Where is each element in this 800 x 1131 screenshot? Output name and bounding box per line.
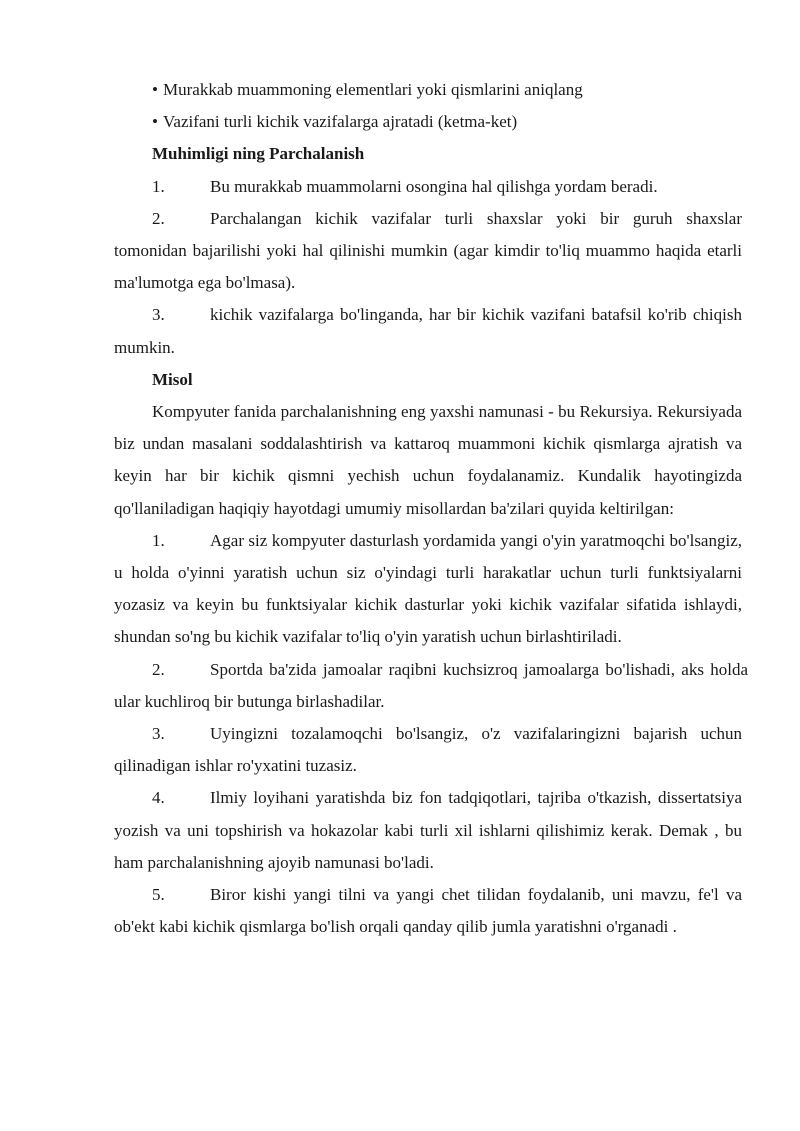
list-item	[114, 203, 742, 300]
bullet-text: Murakkab muammoning elementlari yoki qismlarini aniqlang	[163, 80, 583, 99]
list-number: 3.	[152, 724, 165, 744]
bullet-icon: •	[152, 112, 158, 132]
list-item	[114, 718, 742, 782]
list-item	[114, 299, 742, 363]
bullet-icon: •	[152, 80, 158, 99]
list-text: Bu murakkab muammolarni osongina hal qilishga yordam beradi.	[210, 176, 658, 196]
section-heading: Muhimligi ning Parchalanish	[152, 144, 365, 164]
list-text: Ilmiy loyihani yaratishda biz fon tadqiqotlari, tajriba o'tkazish, dissertatsiya yozish va uni topshirish va hokazolar kabi turli xil ishlarni qilishimiz kerak. Demak , bu ham parchalanishning ajoyib namunasi bo'ladi.	[114, 788, 742, 872]
bullet-text: Vazifani turli kichik vazifalarga ajratadi (ketma-ket)	[163, 112, 518, 132]
list-text: Biror kishi yangi tilni va yangi chet tilidan foydalanib, uni mavzu, fe'l va ob'ekt kabi kichik qismlarga bo'lish orqali qanday qilib jumla yaratishni o'rganadi .	[114, 885, 742, 937]
list-text: Sportda ba'zida jamoalar raqibni kuchsizroq jamoalarga bo'lishadi, aks holda ular kuchliroq bir butunga birlashadilar.	[114, 659, 748, 711]
list-text: kichik vazifalarga bo'linganda, har bir kichik vazifani batafsil ko'rib chiqish mumkin.	[114, 305, 742, 357]
list-number: 1.	[152, 530, 165, 550]
document-page	[114, 74, 748, 943]
list-text: Agar siz kompyuter dasturlash yordamida yangi o'yin yaratmoqchi bo'lsangiz, u holda o'yinni yaratish uchun siz o'yindagi turli harakatlar uchun turli funktsiyalarni yozasiz va keyin bu funktsiyalar kichik dasturlar yoki kichik vazifalar sifatida ishlaydi, shundan so'ng bu kichik vazifalar to'liq o'yin yaratish uchun birlashtiriladi.	[114, 530, 742, 647]
list-item	[114, 879, 742, 943]
list-text: Uyingizni tozalamoqchi bo'lsangiz, o'z vazifalaringizni bajarish uchun qilinadigan ishlar ro'yxatini tuzasiz.	[114, 724, 742, 776]
list-number: 4.	[152, 788, 165, 808]
section-heading: Misol	[152, 369, 193, 389]
list-number: 3.	[152, 305, 165, 325]
list-text: Parchalangan kichik vazifalar turli shaxslar yoki bir guruh shaxslar tomonidan bajarilishi yoki hal qilinishi mumkin (agar kimdir to'liq muammo haqida etarli ma'lumotga ega bo'lmasa).	[114, 208, 742, 293]
list-number: 5.	[152, 885, 165, 905]
bullet-item	[114, 106, 742, 138]
intro-paragraph: Kompyuter fanida parchalanishning eng yaxshi namunasi - bu Rekursiya. Rekursiyada biz undan masalani soddalashtirish va kattaroq muammoni kichik qismlarga ajratish va keyin har bir kichik qismni yechish uchun foydalanamiz. Kundalik hayotingizda qo'llaniladigan haqiqiy hayotdagi umumiy misollardan ba'zilari quyida keltirilgan:	[114, 402, 742, 518]
list-number: 2.	[152, 208, 165, 228]
list-item	[114, 654, 748, 718]
list-item	[114, 171, 742, 203]
list-item	[114, 782, 742, 879]
bullet-item	[114, 74, 742, 106]
list-item	[114, 525, 742, 654]
list-number: 1.	[152, 176, 165, 196]
list-number: 2.	[152, 659, 165, 679]
